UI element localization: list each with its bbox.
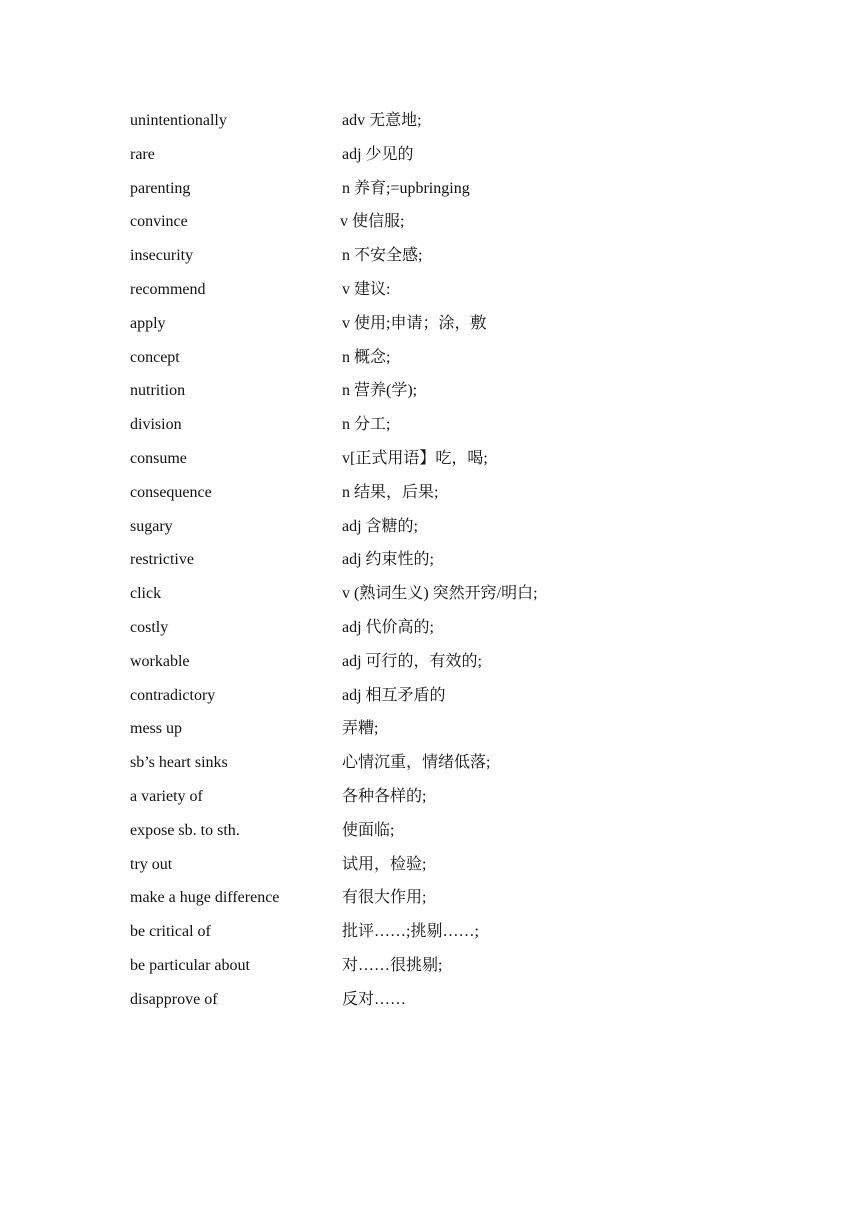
vocab-meaning: 对……很挑剔; xyxy=(342,956,443,974)
vocab-meaning: 反对…… xyxy=(342,990,407,1008)
vocab-row xyxy=(130,348,750,382)
vocab-meaning: v[正式用语】吃，喝; xyxy=(342,449,488,467)
vocab-row xyxy=(130,787,750,821)
vocab-meaning: adj 少见的 xyxy=(342,145,414,163)
vocab-row xyxy=(130,550,750,584)
vocab-term: workable xyxy=(130,652,190,670)
vocab-term: costly xyxy=(130,618,169,636)
vocab-term: parenting xyxy=(130,179,191,197)
vocab-meaning: adj 代价高的; xyxy=(342,618,434,636)
vocab-term: mess up xyxy=(130,720,182,738)
vocab-term: sugary xyxy=(130,517,173,535)
vocab-term: consume xyxy=(130,449,187,467)
vocabulary-list xyxy=(130,111,750,1024)
vocab-meaning: n 分工; xyxy=(342,416,391,434)
vocab-meaning: v 建议: xyxy=(342,280,391,298)
vocab-meaning: 心情沉重，情绪低落; xyxy=(342,754,491,772)
vocab-meaning: n 概念; xyxy=(342,348,391,366)
vocab-row xyxy=(130,922,750,956)
vocab-term: division xyxy=(130,416,182,434)
vocab-term: restrictive xyxy=(130,551,194,569)
vocab-term: nutrition xyxy=(130,382,186,400)
vocab-row xyxy=(130,280,750,314)
vocab-row xyxy=(130,821,750,855)
vocab-row xyxy=(130,753,750,787)
vocab-term: rare xyxy=(130,145,155,163)
vocab-meaning: 批评……;挑剔……; xyxy=(342,923,479,941)
vocab-meaning: 弄糟; xyxy=(342,720,379,738)
vocab-meaning: adj 相互矛盾的 xyxy=(342,686,446,704)
vocab-meaning: 使面临; xyxy=(342,821,395,839)
vocab-meaning: v 使用;申请；涂，敷 xyxy=(342,314,487,332)
vocab-term: disapprove of xyxy=(130,990,218,1008)
vocab-meaning: adj 含糖的; xyxy=(342,517,418,535)
vocab-meaning: n 营养(学); xyxy=(342,382,418,400)
vocab-row xyxy=(130,179,750,213)
vocab-row xyxy=(130,145,750,179)
vocab-row xyxy=(130,381,750,415)
vocab-row xyxy=(130,584,750,618)
vocab-row xyxy=(130,449,750,483)
vocab-term: try out xyxy=(130,855,173,873)
vocab-row xyxy=(130,111,750,145)
vocab-term: be particular about xyxy=(130,956,250,974)
vocab-row xyxy=(130,618,750,652)
vocab-meaning: 试用，检验; xyxy=(342,855,427,873)
vocab-term: expose sb. to sth. xyxy=(130,821,240,839)
vocab-meaning: n 不安全感; xyxy=(342,247,423,265)
vocab-row xyxy=(130,855,750,889)
vocab-term: convince xyxy=(130,213,188,231)
vocab-term: be critical of xyxy=(130,923,211,941)
vocab-row xyxy=(130,483,750,517)
vocab-row xyxy=(130,246,750,280)
vocab-meaning: adj 可行的，有效的; xyxy=(342,652,482,670)
vocab-row xyxy=(130,888,750,922)
vocab-meaning: 各种各样的; xyxy=(342,787,427,805)
vocab-row xyxy=(130,686,750,720)
vocab-row xyxy=(130,719,750,753)
vocab-term: recommend xyxy=(130,280,206,298)
vocab-meaning: n 养育;=upbringing xyxy=(342,179,470,197)
vocab-term: insecurity xyxy=(130,247,194,265)
vocab-term: unintentionally xyxy=(130,112,227,129)
vocab-term: concept xyxy=(130,348,180,366)
vocab-term: consequence xyxy=(130,483,212,501)
vocab-row xyxy=(130,314,750,348)
vocab-row xyxy=(130,652,750,686)
vocab-term: sb’s heart sinks xyxy=(130,754,228,772)
vocab-term: click xyxy=(130,585,162,603)
vocab-row xyxy=(130,990,750,1024)
vocab-meaning: v (熟词生义) 突然开窍/明白; xyxy=(342,585,538,603)
vocab-meaning: n 结果，后果; xyxy=(342,483,439,501)
vocab-row xyxy=(130,517,750,551)
vocab-row xyxy=(130,212,750,246)
vocab-row xyxy=(130,956,750,990)
vocab-term: make a huge difference xyxy=(130,889,280,907)
vocab-term: a variety of xyxy=(130,787,203,805)
vocab-term: apply xyxy=(130,314,166,332)
vocab-term: contradictory xyxy=(130,686,216,704)
vocab-row xyxy=(130,415,750,449)
vocab-meaning: 有很大作用; xyxy=(342,889,427,907)
vocab-meaning: adv 无意地; xyxy=(342,112,422,129)
vocab-meaning: adj 约束性的; xyxy=(342,551,434,569)
vocab-meaning: v 使信服; xyxy=(340,213,405,231)
